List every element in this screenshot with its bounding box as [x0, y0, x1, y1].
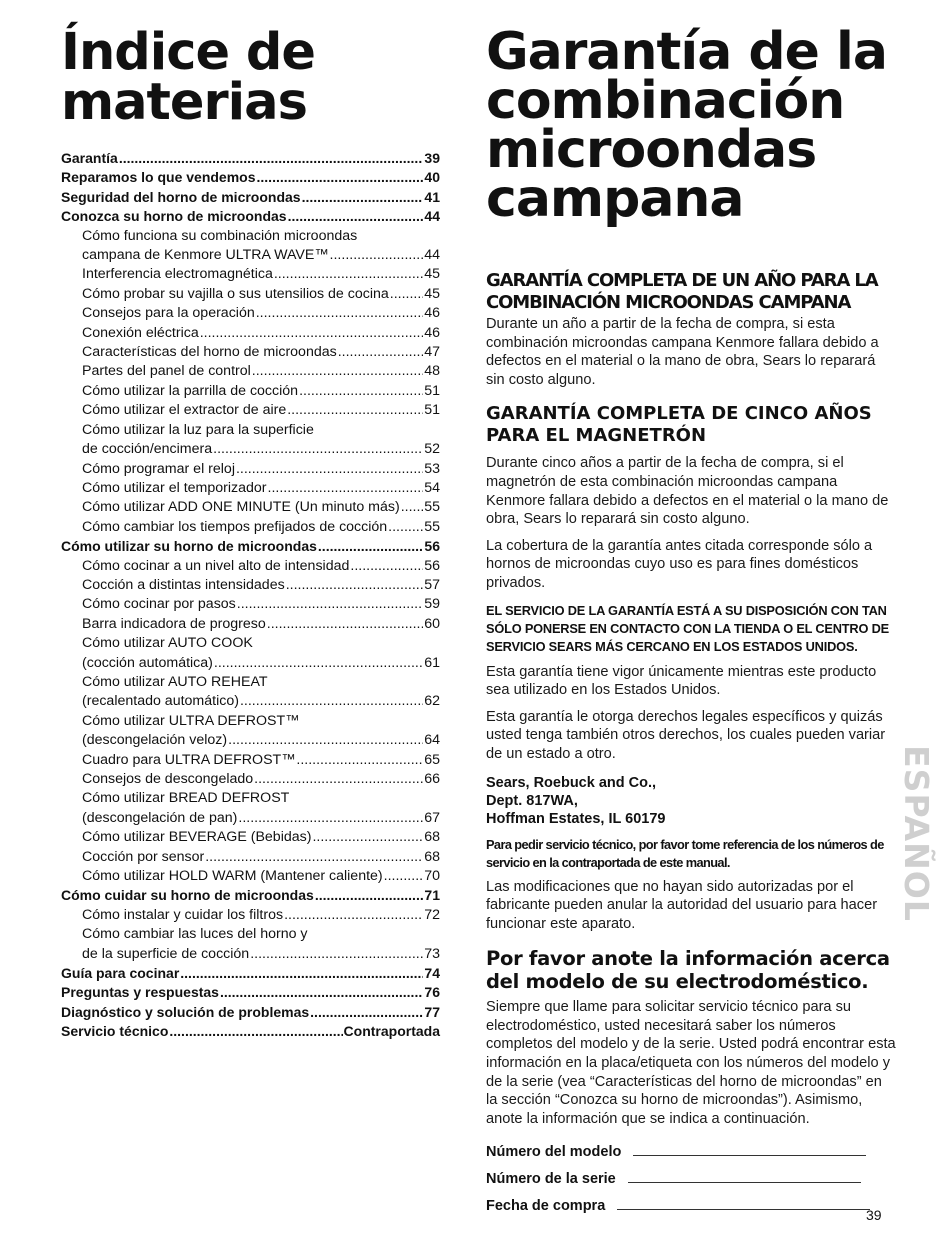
toc-entry [61, 382, 440, 401]
toc-dot-leader [310, 1003, 423, 1022]
toc-entry-page: 47 [424, 344, 440, 361]
purchase-date-label: Fecha de compra [486, 1198, 606, 1215]
toc-dot-leader [256, 304, 423, 323]
toc-entry-text: Cómo programar el reloj [82, 460, 235, 477]
toc-dot-leader [287, 401, 423, 420]
toc-entry-page: 60 [424, 615, 440, 632]
toc-entry-text: Cómo instalar y cuidar los filtros [82, 906, 284, 923]
model-info-heading: Por favor anote la información acerca del modelo de su electrodoméstico. [486, 947, 890, 994]
toc-entry [61, 945, 440, 964]
toc-dot-leader [267, 615, 423, 634]
toc-entry [61, 886, 440, 905]
toc-entry-text: Cómo utilizar BEVERAGE (Bebidas) [82, 829, 312, 846]
warranty-title [486, 22, 896, 229]
toc-dot-leader [318, 537, 424, 556]
toc-entry-page: 39 [424, 150, 440, 166]
toc-dot-leader [315, 886, 424, 905]
toc-entry-text: (cocción automática) [82, 654, 213, 671]
toc-entry-page: 40 [424, 169, 440, 186]
toc-dot-leader [180, 964, 423, 983]
toc-entry-page: 71 [424, 887, 440, 904]
toc-dot-leader [390, 285, 423, 304]
warranty-title-line-1: Garantía de la [486, 22, 887, 82]
toc-dot-leader [200, 324, 424, 343]
toc-entry-text-first-line: Cómo utilizar BREAD DEFROST [82, 790, 290, 807]
toc-entry [61, 906, 440, 925]
toc-entry-text: Barra indicadora de progreso [82, 615, 266, 632]
toc-entry-text: Interferencia electromagnética [82, 266, 273, 283]
toc-dot-leader [286, 576, 424, 595]
toc-entry-text: Cuadro para ULTRA DEFROST™ [82, 751, 296, 768]
toc-entry-page: 56 [424, 538, 440, 555]
toc-dot-leader [250, 945, 423, 964]
toc-entry-page: 52 [424, 441, 440, 458]
service-request-text: Para pedir servicio técnico, por favor tome referencia de los números de servicio en la contraportada de este manual. [486, 836, 884, 870]
appliance-info-form [486, 1133, 896, 1214]
toc-dot-leader [330, 246, 424, 265]
toc-entry-page: 68 [424, 829, 440, 846]
address-line-2: Dept. 817WA, [486, 792, 578, 809]
toc-entry [61, 1003, 440, 1022]
serial-number-row [486, 1160, 896, 1187]
toc-entry-page: 44 [424, 208, 440, 225]
toc-entry [61, 479, 440, 498]
serial-number-label: Número de la serie [486, 1171, 616, 1188]
toc-entry-text: Cómo cocinar a un nivel alto de intensidad [82, 557, 350, 574]
toc-entry-text: Cómo utilizar su horno de microondas [61, 538, 317, 555]
one-year-warranty-text: Durante un año a partir de la fecha de compra, si esta combinación microondas campana Kenmore fallara debido a defectos en el material o la mano de obra, Sears lo reparará sin costo alguno. [486, 316, 879, 388]
toc-entry-text: Cómo utilizar HOLD WARM (Mantener caliente) [82, 868, 383, 885]
modifications-text: Las modificaciones que no hayan sido autorizadas por el fabricante pueden anular la autoridad del usuario para hacer funcionar este aparato. [486, 878, 878, 932]
toc-dot-leader [302, 188, 424, 207]
toc-entry-text-first-line: Cómo utilizar AUTO REHEAT [82, 673, 268, 690]
warranty-title-line-2: combinación [486, 71, 845, 131]
toc-dot-leader [288, 207, 424, 226]
toc-entry-page: 74 [424, 965, 440, 982]
toc-dot-leader [119, 149, 424, 168]
toc-entry-page: 44 [424, 247, 440, 264]
toc-entry [61, 265, 440, 284]
toc-entry-text-first-line: Cómo funciona su combinación microondas [82, 227, 358, 244]
toc-dot-leader [240, 692, 423, 711]
toc-entry-page: 55 [424, 518, 440, 535]
purchase-date-row [486, 1187, 896, 1214]
toc-dot-leader [205, 848, 423, 867]
toc-entry [61, 867, 440, 886]
toc-entry-page: 54 [424, 479, 440, 496]
toc-entry-page: 70 [424, 868, 440, 885]
toc-title [61, 23, 440, 132]
sears-address [486, 774, 896, 828]
toc-dot-leader [296, 751, 423, 770]
toc-entry-text: Cómo utilizar ADD ONE MINUTE (Un minuto más) [82, 499, 400, 516]
toc-list [61, 149, 440, 1042]
toc-entry-text: Cocción por sensor [82, 848, 205, 865]
toc-dot-leader [401, 498, 424, 517]
toc-entry [61, 770, 440, 789]
toc-entry [61, 576, 440, 595]
toc-entry-page: 46 [424, 324, 440, 341]
toc-entry [61, 324, 440, 343]
toc-entry-text: Partes del panel de control [82, 363, 251, 380]
toc-entry-text: (recalentado automático) [82, 693, 239, 710]
legal-rights-text: Esta garantía le otorga derechos legales específicos y quizás usted tenga también otros derechos, los cuales pueden variar de un estado a otro. [486, 708, 886, 762]
toc-dot-leader [220, 983, 423, 1002]
toc-dot-leader [228, 731, 423, 750]
five-year-warranty-heading: GARANTÍA COMPLETA DE CINCO AÑOS PARA EL MAGNETRÓN [486, 403, 872, 447]
toc-dot-leader [169, 1022, 342, 1041]
toc-entry [61, 537, 440, 556]
toc-entry-text: de la superficie de cocción [82, 945, 250, 962]
toc-entry-text: Cómo utilizar la parrilla de cocción [82, 382, 299, 399]
toc-entry-text: Cómo utilizar el temporizador [82, 479, 267, 496]
toc-dot-leader [299, 382, 423, 401]
toc-entry [61, 518, 440, 537]
toc-entry-page: 73 [424, 945, 440, 962]
toc-entry [61, 751, 440, 770]
model-info-text: Siempre que llame para solicitar servicio técnico para su electrodoméstico, usted necesitará saber los números completos del modelo y de la serie. Usted podrá encontrar esta información en la placa/etiqueta con los números del modelo y de la serie (vea “Características del horno de microondas” en la sección “Conozca su horno de microondas”). Asimismo, anote la información que se indica a continuación. [486, 999, 896, 1127]
toc-entry-text: Garantía [61, 150, 118, 166]
toc-entry-text: Conexión eléctrica [82, 324, 199, 341]
toc-entry [61, 188, 440, 207]
toc-entry-page: 61 [424, 654, 440, 671]
toc-entry-text: Diagnóstico y solución de problemas [61, 1003, 310, 1020]
toc-entry-page: 53 [424, 460, 440, 477]
toc-entry-text: Consejos para la operación [82, 305, 255, 322]
toc-entry-text: Preguntas y respuestas [61, 984, 219, 1001]
toc-entry-page: 46 [424, 305, 440, 322]
service-notice: EL SERVICIO DE LA GARANTÍA ESTÁ A SU DISPOSICIÓN CON TAN SÓLO PONERSE EN CONTACTO CON LA TIENDA O EL CENTRO DE SERVICIO SEARS MÁS CERCANO EN LOS ESTADOS UNIDOS. [486, 602, 889, 654]
toc-entry [61, 615, 440, 634]
toc-entry-text: Cómo utilizar el extractor de aire [82, 402, 287, 419]
warranty-title-line-3: microondas [486, 120, 817, 180]
toc-entry-page: 45 [424, 285, 440, 302]
toc-entry-page: 45 [424, 266, 440, 283]
language-side-tab-label: ESPAÑOL [896, 744, 936, 922]
toc-entry [61, 809, 440, 828]
toc-dot-leader [238, 809, 423, 828]
model-number-label: Número del modelo [486, 1144, 622, 1161]
toc-dot-leader [388, 518, 423, 537]
toc-entry [61, 460, 440, 479]
one-year-warranty-heading: GARANTÍA COMPLETA DE UN AÑO PARA LA COMBINACIÓN MICROONDAS CAMPANA [486, 270, 878, 313]
toc-dot-leader [268, 479, 424, 498]
toc-title-line-2: materias [61, 73, 307, 132]
toc-entry [61, 285, 440, 304]
toc-entry-page: 57 [424, 576, 440, 593]
toc-entry [61, 692, 440, 711]
toc-dot-leader [384, 867, 424, 886]
toc-entry-page: 51 [424, 382, 440, 399]
toc-dot-leader [312, 828, 423, 847]
toc-entry [61, 498, 440, 517]
toc-dot-leader [214, 654, 423, 673]
warranty-title-line-4: campana [486, 169, 744, 229]
toc-entry-page: 59 [424, 596, 440, 613]
toc-entry-text: (descongelación veloz) [82, 732, 228, 749]
language-side-tab [896, 738, 936, 928]
toc-entry [61, 1022, 440, 1041]
toc-dot-leader [213, 440, 423, 459]
toc-entry-page: 66 [424, 771, 440, 787]
toc-entry-text: de cocción/encimera [82, 441, 213, 458]
toc-entry-text: Cómo cuidar su horno de microondas [61, 887, 314, 904]
toc-entry-text: Cómo cambiar los tiempos prefijados de cocción [82, 518, 388, 535]
toc-entry-text: Cocción a distintas intensidades [82, 576, 285, 593]
toc-entry-text: Características del horno de microondas [82, 344, 337, 361]
toc-entry-text-first-line: Cómo utilizar la luz para la superficie [82, 421, 314, 438]
toc-entry-text: Seguridad del horno de microondas [61, 188, 301, 205]
toc-entry-page: 77 [424, 1003, 440, 1020]
toc-entry-text: Cómo cocinar por pasos [82, 596, 236, 613]
toc-entry [61, 828, 440, 847]
toc-dot-leader [252, 362, 423, 381]
toc-entry [61, 401, 440, 420]
five-year-warranty-text: Durante cinco años a partir de la fecha de compra, si el magnetrón de esta combinación microondas campana Kenmore fallara debido a defectos en el material o la mano de obra, Sears lo reparará sin costo alguno. [486, 455, 889, 528]
toc-entry [61, 362, 440, 381]
toc-entry-text: Consejos de descongelado [82, 771, 254, 787]
toc-entry-text-first-line: Cómo cambiar las luces del horno y [82, 926, 308, 943]
toc-entry-text-first-line: Cómo utilizar ULTRA DEFROST™ [82, 712, 300, 729]
toc-entry-text: campana de Kenmore ULTRA WAVE™ [82, 247, 329, 264]
toc-dot-leader [284, 906, 423, 925]
toc-entry-page: 51 [424, 402, 440, 419]
toc-dot-leader [236, 460, 423, 479]
purchase-date-line [617, 1208, 870, 1210]
toc-dot-leader [350, 557, 423, 576]
toc-entry [61, 983, 440, 1002]
toc-entry [61, 595, 440, 614]
serial-number-line [628, 1181, 861, 1183]
toc-entry [61, 207, 440, 226]
toc-dot-leader [257, 168, 424, 187]
toc-entry [61, 964, 440, 983]
toc-entry-text: Guía para cocinar [61, 965, 180, 982]
toc-title-line-1: Índice de [61, 23, 315, 82]
toc-entry [61, 654, 440, 673]
toc-entry-page: Contraportada [343, 1023, 440, 1040]
toc-entry-page: 76 [424, 984, 440, 1001]
page-number: 39 [866, 1207, 882, 1223]
toc-dot-leader [254, 770, 423, 789]
toc-entry-page: 68 [424, 848, 440, 865]
coverage-text: La cobertura de la garantía antes citada corresponde sólo a hornos de microondas cuyo uso es para fines domésticos privados. [486, 537, 873, 591]
toc-entry-page: 56 [424, 557, 440, 574]
toc-dot-leader [338, 343, 424, 362]
toc-entry-text: Reparamos lo que vendemos [61, 169, 256, 186]
address-line-1: Sears, Roebuck and Co., [486, 774, 657, 791]
toc-entry [61, 440, 440, 459]
toc-entry-text: Conozca su horno de microondas [61, 208, 287, 225]
toc-column [61, 23, 440, 1042]
toc-entry-text: Servicio técnico [61, 1023, 169, 1040]
toc-entry-page: 62 [424, 693, 440, 710]
toc-entry-page: 41 [424, 188, 440, 205]
toc-entry-page: 64 [424, 732, 440, 749]
toc-entry [61, 304, 440, 323]
usa-validity-text: Esta garantía tiene vigor únicamente mientras este producto sea utilizado en los Estados Unidos. [486, 663, 877, 699]
toc-dot-leader [274, 265, 423, 284]
toc-entry [61, 557, 440, 576]
toc-entry [61, 731, 440, 750]
toc-entry-page: 55 [424, 499, 440, 516]
model-number-line [633, 1154, 866, 1156]
toc-entry [61, 848, 440, 867]
toc-entry-text: Cómo probar su vajilla o sus utensilios de cocina [82, 285, 389, 302]
toc-entry [61, 149, 440, 168]
toc-entry-page: 65 [424, 751, 440, 768]
address-line-3: Hoffman Estates, IL 60179 [486, 810, 666, 827]
toc-dot-leader [237, 595, 423, 614]
toc-entry-page: 67 [424, 809, 440, 826]
toc-entry [61, 246, 440, 265]
toc-entry-page: 48 [424, 363, 440, 380]
model-number-row [486, 1133, 896, 1160]
toc-entry-page: 72 [424, 906, 440, 923]
toc-entry-text-first-line: Cómo utilizar AUTO COOK [82, 635, 253, 652]
toc-entry [61, 168, 440, 187]
toc-entry [61, 343, 440, 362]
toc-entry-text: (descongelación de pan) [82, 809, 238, 826]
